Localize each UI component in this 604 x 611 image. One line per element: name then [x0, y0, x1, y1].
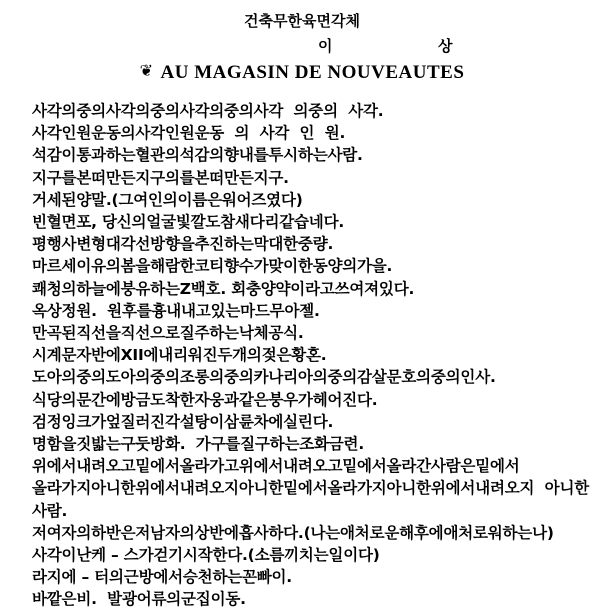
flower-ornament-icon: ❦: [139, 61, 154, 80]
poem-line: 바깥은비. 발광어류의군집이동.: [32, 590, 246, 609]
subtitle-text: AU MAGASIN DE NOUVEAUTES: [160, 62, 465, 83]
poem-line: 올라가지아니한위에서내려오지아니한밑에서올라가지아니한위에서내려오지 아니한사람.: [32, 479, 589, 520]
poem-line: 라지에 – 터의근방에서승천하는꼰빠이.: [32, 568, 292, 587]
poem-line: 평행사변형대각선방향을추진하는막대한중량.: [32, 235, 334, 254]
poem-line: 시계문자반에XII에내리워진두개의젖은황혼.: [32, 346, 327, 365]
author-line: [0, 35, 604, 57]
poem-line: 명함을짓밟는구둣방화. 가구를질구하는조화금련.: [32, 435, 365, 454]
poem-line: 검정잉크가엎질러진각설탕이삼륜차에실린다.: [32, 412, 334, 431]
poem-line: 사각인원운동의사각인원운동 의 사각 인 원.: [32, 124, 346, 143]
poem-line: 식당의문간에방금도착한자웅과같은붕우가헤어진다.: [32, 390, 378, 409]
poem-line: 만곡된직선을직선으로질주하는낙체공식.: [32, 324, 304, 343]
poem-line: 쾌청의하늘에붕유하는Z백호. 회충양약이라고쓰여져있다.: [32, 279, 415, 298]
poem-line: 마르세이유의봄을해람한코티향수가맞이한동양의가을.: [32, 257, 393, 276]
author-given-name: 이: [318, 37, 333, 55]
author-family-name: 상: [438, 37, 453, 55]
poem-line: 지구를본떠만든지구의를본떠만든지구.: [32, 168, 289, 187]
page-title: 건축무한육면각체: [244, 12, 360, 30]
poem-line: 저여자의하반은저남자의상반에흡사하다.(나는애처로운해후에애처로워하는나): [32, 523, 554, 542]
poem-line: 위에서내려오고밑에서올라가고위에서내려오고밑에서올라간사람은밑에서: [32, 457, 520, 476]
poem-body: [0, 100, 604, 611]
poem-line: 거세된양말.(그여인의이름은워어즈였다): [32, 190, 303, 209]
poem-line: 사각의중의사각의중의사각의중의사각 의중의 사각.: [32, 102, 384, 120]
poem-subtitle: [0, 61, 604, 84]
poem-line: 옥상정원. 원후를흉내내고있는마드무아젤.: [32, 301, 320, 320]
poem-line: 빈혈면포, 당신의얼굴빛깔도참새다리같습네다.: [32, 213, 345, 232]
poem-line: 사각이난케 – 스가걷기시작한다.(소름끼치는일이다): [32, 546, 380, 565]
poem-line: 도아의중의도아의중의조롱의중의카나리아의중의감살문호의중의인사.: [32, 368, 496, 387]
document-page: [0, 10, 604, 609]
poem-line: 석감이통과하는혈관의석감의향내를투시하는사람.: [32, 146, 363, 165]
